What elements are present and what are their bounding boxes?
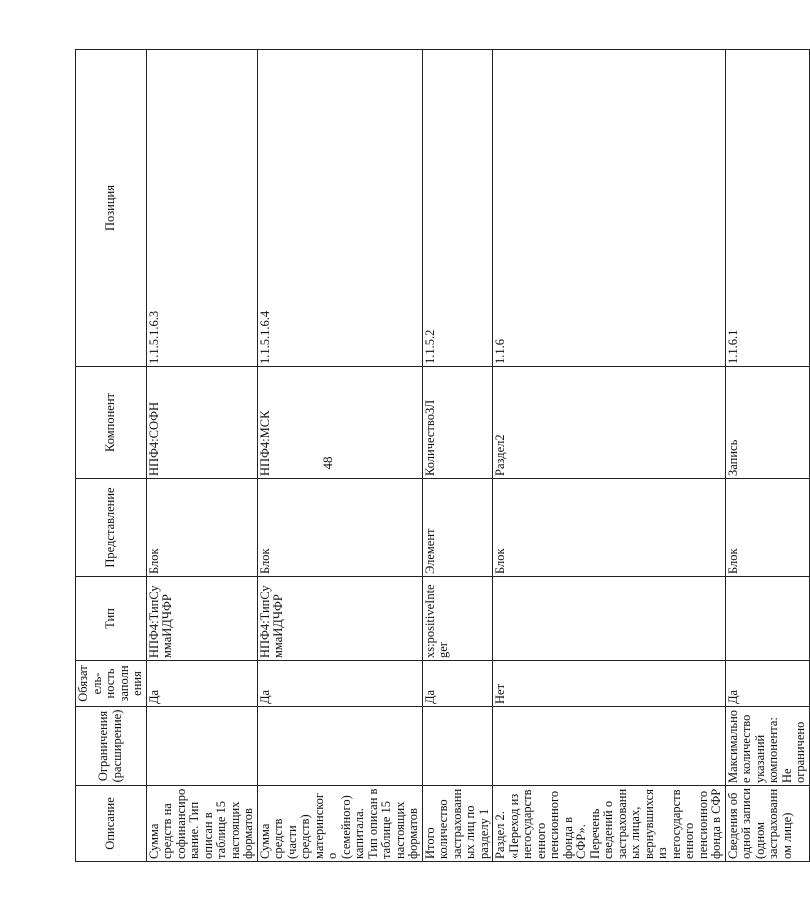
cell-representation: Элемент <box>422 479 493 577</box>
header-type: Тип <box>76 577 147 661</box>
table-row <box>493 50 726 862</box>
cell-description: Раздел 2. «Переход из негосударственного пенсионного фонда в СФР». Перечень сведений о застрахованных лицах, вернувшихся из негосударственного пенсионного фонда в СФР <box>493 786 726 862</box>
header-required: Обязатель-ность заполнения <box>76 661 147 707</box>
cell-type <box>725 577 809 661</box>
cell-component: Запись <box>725 367 809 479</box>
cell-required: Да <box>725 661 809 707</box>
cell-type: НПФ4:ТипСуммаИДЧФР <box>257 577 422 661</box>
header-representation: Представление <box>76 479 147 577</box>
cell-type: xs:positiveInteger <box>422 577 493 661</box>
cell-restrictions <box>146 707 257 786</box>
cell-component: НПФ4:СОФН <box>146 367 257 479</box>
header-position: Позиция <box>76 50 147 367</box>
format-spec-table <box>75 49 810 862</box>
cell-restrictions: Максимальное количество указаний компонента: Не ограничено <box>725 707 809 786</box>
cell-description: Сведения об одной записи (одном застрахованном лице) <box>725 786 809 862</box>
header-component: Компонент <box>76 367 147 479</box>
table-row <box>725 50 809 862</box>
cell-position: 1.1.6.1 <box>725 50 809 367</box>
page-number: 48 <box>320 456 335 470</box>
table-row <box>146 50 257 862</box>
cell-type: НПФ4:ТипСуммаИДЧФР <box>146 577 257 661</box>
cell-description: Сумма средств на софинансирование. Тип описан в таблице 15 настоящих форматов <box>146 786 257 862</box>
cell-representation: Блок <box>725 479 809 577</box>
table-row <box>422 50 493 862</box>
cell-required: Да <box>146 661 257 707</box>
cell-position: 1.1.5.1.6.4 <box>257 50 422 367</box>
cell-required: Нет <box>493 661 726 707</box>
cell-representation: Блок <box>146 479 257 577</box>
cell-restrictions <box>257 707 422 786</box>
cell-description: Сумма средств (части средств) материнского (семейного) капитала. Тип описан в таблице 15 настоящих форматов <box>257 786 422 862</box>
header-description: Описание <box>76 786 147 862</box>
cell-component: Раздел2 <box>493 367 726 479</box>
cell-representation: Блок <box>493 479 726 577</box>
cell-restrictions <box>422 707 493 786</box>
cell-description: Итого количество застрахованных лиц по разделу 1 <box>422 786 493 862</box>
header-restrictions: Ограничения (расширение) <box>76 707 147 786</box>
table-row <box>257 50 422 862</box>
cell-position: 1.1.5.2 <box>422 50 493 367</box>
cell-restrictions <box>493 707 726 786</box>
cell-component: НПФ4:МСК <box>257 367 422 479</box>
table-header-row <box>76 50 147 862</box>
rotated-table-wrapper <box>75 50 807 862</box>
cell-position: 1.1.5.1.6.3 <box>146 50 257 367</box>
cell-required: Да <box>422 661 493 707</box>
cell-representation: Блок <box>257 479 422 577</box>
cell-position: 1.1.6 <box>493 50 726 367</box>
cell-required: Да <box>257 661 422 707</box>
cell-component: КоличествоЗЛ <box>422 367 493 479</box>
cell-type <box>493 577 726 661</box>
